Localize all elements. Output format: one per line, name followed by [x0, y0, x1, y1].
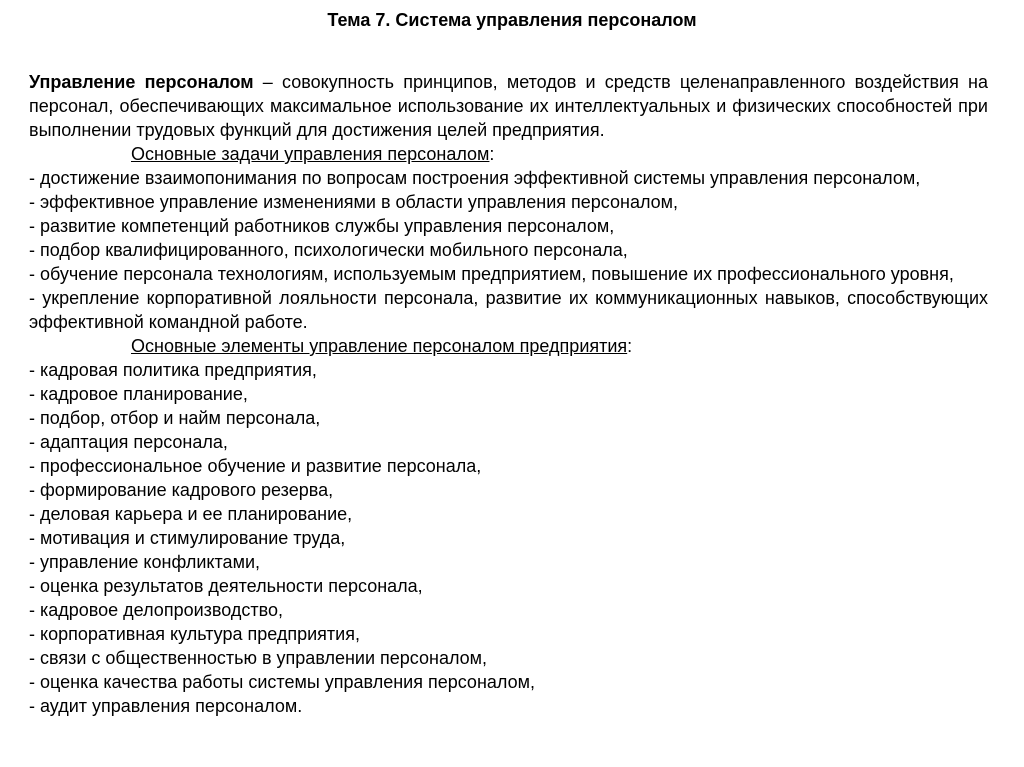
tasks-heading [29, 142, 988, 166]
tasks-heading-suffix: : [489, 144, 495, 164]
task-item: - обучение персонала технологиям, используемым предприятием, повышение их профессионального уровня, [29, 264, 954, 284]
element-item: - деловая карьера и ее планирование, [29, 504, 353, 524]
element-item: - подбор, отбор и найм персонала, [29, 408, 321, 428]
element-item: - кадровое планирование, [29, 384, 248, 404]
element-item: - профессиональное обучение и развитие персонала, [29, 456, 482, 476]
definition-text: – совокупность принципов, методов и средств целенаправленного воздействия на персонал, обеспечивающих максимальное использование их интеллектуальных и физических способностей при выполнении трудовых функций для достижения целей предприятия. [29, 72, 988, 140]
task-item: - эффективное управление изменениями в области управления персоналом, [29, 192, 679, 212]
tasks-heading-text: Основные задачи управления персоналом [131, 144, 490, 164]
elements-heading [29, 334, 988, 358]
element-item: - формирование кадрового резерва, [29, 480, 334, 500]
element-item: - кадровое делопроизводство, [29, 600, 283, 620]
task-item: - подбор квалифицированного, психологически мобильного персонала, [29, 240, 628, 260]
definition-paragraph [29, 70, 988, 142]
element-item: - адаптация персонала, [29, 432, 228, 452]
element-item: - оценка качества работы системы управления персоналом, [29, 672, 535, 692]
definition-term: Управление персоналом [29, 72, 254, 92]
task-item: - укрепление корпоративной лояльности персонала, развитие их коммуникационных навыков, способствующих эффективной командной работе. [29, 288, 988, 332]
elements-heading-suffix: : [627, 336, 633, 356]
task-item: - достижение взаимопонимания по вопросам построения эффективной системы управления персоналом, [29, 168, 921, 188]
element-item: - аудит управления персоналом. [29, 696, 303, 716]
element-item: - оценка результатов деятельности персонала, [29, 576, 423, 596]
element-item: - мотивация и стимулирование труда, [29, 528, 346, 548]
task-item: - развитие компетенций работников службы управления персоналом, [29, 216, 615, 236]
element-item: - кадровая политика предприятия, [29, 360, 317, 380]
element-item: - управление конфликтами, [29, 552, 260, 572]
page-title: Тема 7. Система управления персоналом [327, 10, 697, 30]
elements-heading-text: Основные элементы управление персоналом предприятия [131, 336, 628, 356]
document-body [29, 70, 988, 718]
element-item: - связи с общественностью в управлении персоналом, [29, 648, 488, 668]
element-item: - корпоративная культура предприятия, [29, 624, 360, 644]
